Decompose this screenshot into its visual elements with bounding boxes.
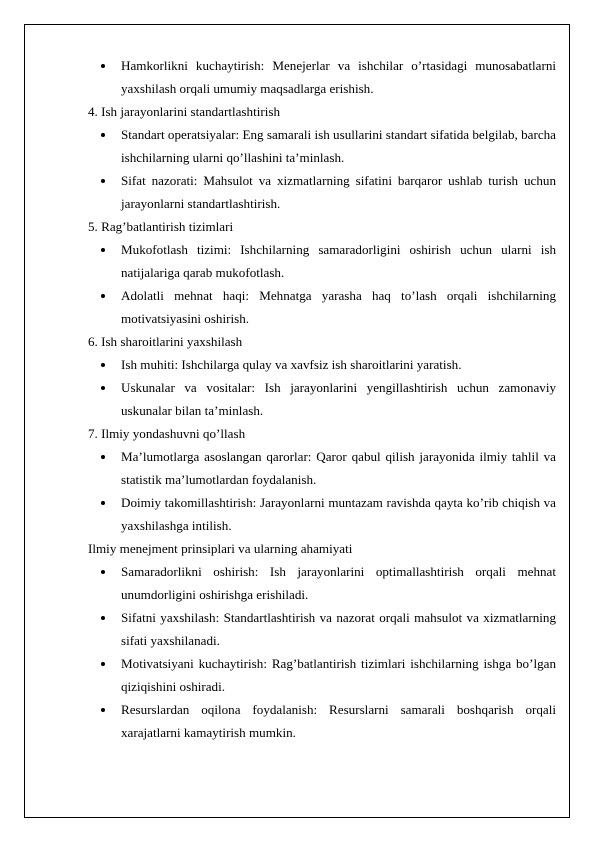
section-heading: 6. Ish sharoitlarini yaxshilash: [88, 334, 243, 349]
list-item: Hamkorlikni kuchaytirish: Menejerlar va ishchilar o’rtasidagi munosabatlarni yaxshilash orqali umumiy maqsadlarga erishish.: [88, 54, 556, 100]
section-heading: 5. Rag’batlantirish tizimlari: [88, 219, 234, 234]
list-item: Samaradorlikni oshirish: Ish jarayonlarini optimallashtirish orqali mehnat unumdorligini oshirishga erishiladi.: [88, 560, 556, 606]
section-heading: Ilmiy menejment prinsiplari va ularning ahamiyati: [88, 541, 353, 556]
bullet-list: [88, 123, 556, 215]
bullet-list: [88, 445, 556, 537]
bullet-list: [88, 238, 556, 330]
bullet-list: [88, 560, 556, 744]
document-body: [88, 54, 556, 744]
list-item: Sifat nazorati: Mahsulot va xizmatlarning sifatini barqaror ushlab turish uchun jarayonlarni standartlashtirish.: [88, 169, 556, 215]
section-heading: 7. Ilmiy yondashuvni qo’llash: [88, 426, 246, 441]
list-item: Doimiy takomillashtirish: Jarayonlarni muntazam ravishda qayta ko’rib chiqish va yaxshilashga intilish.: [88, 491, 556, 537]
list-item: Adolatli mehnat haqi: Mehnatga yarasha haq to’lash orqali ishchilarning motivatsiyasini oshirish.: [88, 284, 556, 330]
list-item: Mukofotlash tizimi: Ishchilarning samaradorligini oshirish uchun ularni ish natijalariga qarab mukofotlash.: [88, 238, 556, 284]
list-item: Motivatsiyani kuchaytirish: Rag’batlantirish tizimlari ishchilarning ishga bo’lgan qiziqishini oshiradi.: [88, 652, 556, 698]
list-item: Uskunalar va vositalar: Ish jarayonlarini yengillashtirish uchun zamonaviy uskunalar bilan ta’minlash.: [88, 376, 556, 422]
list-item: Ma’lumotlarga asoslangan qarorlar: Qaror qabul qilish jarayonida ilmiy tahlil va statistik ma’lumotlardan foydalanish.: [88, 445, 556, 491]
list-item: Resurslardan oqilona foydalanish: Resurslarni samarali boshqarish orqali xarajatlarni kamaytirish mumkin.: [88, 698, 556, 744]
bullet-list: [88, 54, 556, 100]
section-heading: 4. Ish jarayonlarini standartlashtirish: [88, 104, 280, 119]
list-item: Standart operatsiyalar: Eng samarali ish usullarini standart sifatida belgilab, barcha ishchilarning ularni qo’llashini ta’minlash.: [88, 123, 556, 169]
list-item: Ish muhiti: Ishchilarga qulay va xavfsiz ish sharoitlarini yaratish.: [88, 353, 556, 376]
bullet-list: [88, 353, 556, 422]
document-page: [24, 24, 570, 818]
list-item: Sifatni yaxshilash: Standartlashtirish va nazorat orqali mahsulot va xizmatlarning sifati yaxshilanadi.: [88, 606, 556, 652]
